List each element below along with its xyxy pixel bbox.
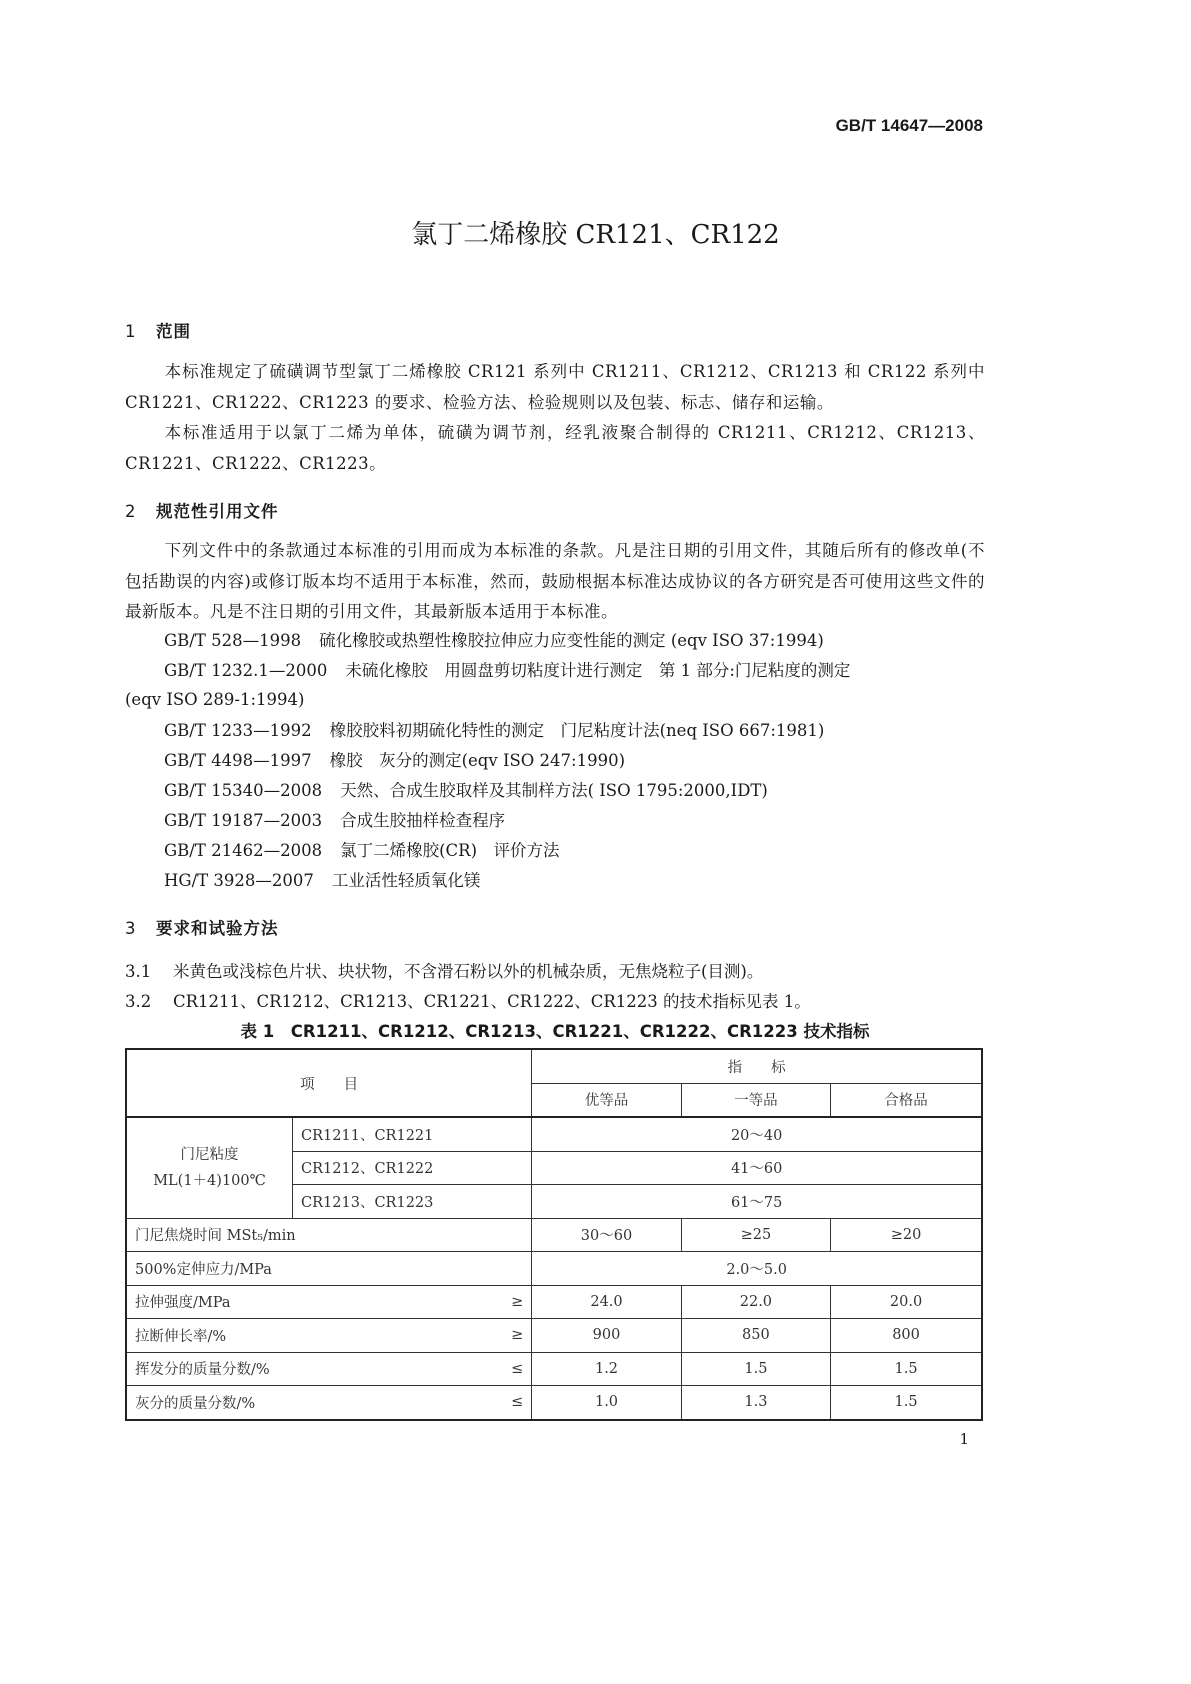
reference-item (164, 836, 560, 866)
section-number: 1 (125, 322, 137, 341)
reference-code: GB/T 4498—1997 (164, 751, 312, 770)
comparison-symbol: ≤ (503, 1352, 532, 1386)
scope-paragraph-1: 本标准规定了硫磺调节型氯丁二烯橡胶 CR121 系列中 CR1211、CR1212、CR1213 和 CR122 系列中 CR1221、CR1222、CR1223 的要求、检验方法、检验规则以及包装、标志、储存和运输。 (125, 362, 985, 412)
reference-item (164, 776, 768, 806)
section-2-heading (125, 498, 279, 522)
value: 1.5 (681, 1352, 830, 1386)
section-3-heading (125, 915, 279, 939)
reference-title: 硫化橡胶或热塑性橡胶拉伸应力应变性能的测定 (eqv ISO 37:1994) (319, 631, 824, 650)
reference-code: GB/T 528—1998 (164, 631, 302, 650)
reference-title: 橡胶 灰分的测定(eqv ISO 247:1990) (329, 751, 626, 770)
item-label: 拉断伸长率/% (126, 1319, 503, 1353)
section-title: 要求和试验方法 (156, 919, 279, 938)
reference-item (164, 746, 625, 776)
comparison-symbol: ≥ (503, 1319, 532, 1353)
reference-code: GB/T 19187—2003 (164, 811, 323, 830)
mooney-label (126, 1117, 293, 1218)
item-label: 拉伸强度/MPa (126, 1285, 503, 1319)
mooney-title: 门尼粘度 (180, 1146, 239, 1163)
comparison-symbol: ≥ (503, 1285, 532, 1319)
reference-title: 未硫化橡胶 用圆盘剪切粘度计进行测定 第 1 部分:门尼粘度的测定 (345, 661, 851, 680)
header-grade: 合格品 (831, 1083, 982, 1117)
item-label: 挥发分的质量分数/% (126, 1352, 503, 1386)
scope-paragraph-2: 本标准适用于以氯丁二烯为单体，硫磺为调节剂，经乳液聚合制得的 CR1211、CR1212、CR1213、CR1221、CR1222、CR1223。 (125, 423, 985, 473)
value: 1.5 (831, 1352, 982, 1386)
value: 20.0 (831, 1285, 982, 1319)
header-index: 指 标 (532, 1049, 982, 1083)
value: 1.0 (532, 1386, 681, 1420)
clause-number: 3.2 (125, 992, 152, 1011)
table-header-row (126, 1049, 982, 1083)
table-row (126, 1319, 982, 1353)
header-item: 项 目 (126, 1049, 532, 1117)
value: 61～75 (532, 1185, 982, 1219)
reference-title: 橡胶胶料初期硫化特性的测定 门尼粘度计法(neq ISO 667:1981) (329, 721, 825, 740)
reference-title: 工业活性轻质氧化镁 (331, 871, 481, 890)
header-grade: 一等品 (681, 1083, 830, 1117)
item-label: 500%定伸应力/MPa (126, 1252, 532, 1286)
value: ≥20 (831, 1218, 982, 1252)
section-number: 3 (125, 919, 137, 938)
clause-number: 3.1 (125, 962, 152, 981)
section-title: 规范性引用文件 (156, 502, 279, 521)
table-row (126, 1386, 982, 1420)
value: 41～60 (532, 1151, 982, 1185)
references-intro: 下列文件中的条款通过本标准的引用而成为本标准的条款。凡是注日期的引用文件，其随后所有的修改单(不包括勘误的内容)或修订版本均不适用于本标准，然而，鼓励根据本标准达成协议的各方研究是否可使用这些文件的最新版本。凡是不注日期的引用文件，其最新版本适用于本标准。 (125, 541, 985, 621)
section-title: 范围 (156, 322, 191, 341)
value: ≥25 (681, 1218, 830, 1252)
value: 1.5 (831, 1386, 982, 1420)
section-1-heading (125, 318, 191, 342)
reference-item (164, 716, 824, 746)
value: 1.3 (681, 1386, 830, 1420)
value: 900 (532, 1319, 681, 1353)
reference-item (164, 656, 850, 686)
reference-title: 天然、合成生胶取样及其制样方法( ISO 1795:2000,IDT) (340, 781, 768, 800)
reference-continuation: (eqv ISO 289-1:1994) (125, 690, 305, 709)
value: 22.0 (681, 1285, 830, 1319)
page-number: 1 (959, 1430, 969, 1448)
item-label: 门尼焦烧时间 MSt₅/min (126, 1218, 532, 1252)
document-title: 氯丁二烯橡胶 CR121、CR122 (411, 220, 780, 250)
reference-title: 合成生胶抽样检查程序 (340, 811, 506, 830)
item-label: 灰分的质量分数/% (126, 1386, 503, 1420)
value: 850 (681, 1319, 830, 1353)
clause-3-2 (125, 988, 811, 1012)
grade-names: CR1211、CR1221 (293, 1117, 532, 1151)
grade-names: CR1212、CR1222 (293, 1151, 532, 1185)
value: 20～40 (532, 1117, 982, 1151)
clause-text: 米黄色或浅棕色片状、块状物，不含滑石粉以外的机械杂质，无焦烧粒子(目测)。 (173, 962, 764, 981)
technical-specs-table (125, 1048, 983, 1421)
standard-number: GB/T 14647—2008 (835, 116, 983, 135)
mooney-condition: ML(1＋4)100℃ (153, 1172, 266, 1189)
section-number: 2 (125, 502, 137, 521)
value: 1.2 (532, 1352, 681, 1386)
value: 24.0 (532, 1285, 681, 1319)
reference-code: GB/T 15340—2008 (164, 781, 323, 800)
value: 2.0～5.0 (532, 1252, 982, 1286)
reference-item (164, 806, 505, 836)
table-row (126, 1117, 982, 1151)
reference-title: 氯丁二烯橡胶(CR) 评价方法 (340, 841, 560, 860)
comparison-symbol: ≤ (503, 1386, 532, 1420)
table-caption: 表 1 CR1211、CR1212、CR1213、CR1221、CR1222、CR1223 技术指标 (240, 1022, 870, 1041)
reference-item (164, 626, 824, 656)
reference-code: GB/T 1233—1992 (164, 721, 312, 740)
value: 800 (831, 1319, 982, 1353)
table-row (126, 1352, 982, 1386)
clause-3-1 (125, 958, 763, 982)
reference-code: GB/T 21462—2008 (164, 841, 323, 860)
grade-names: CR1213、CR1223 (293, 1185, 532, 1219)
table-row (126, 1285, 982, 1319)
table-row (126, 1218, 982, 1252)
reference-code: HG/T 3928—2007 (164, 871, 314, 890)
reference-code: GB/T 1232.1—2000 (164, 661, 328, 680)
value: 30～60 (532, 1218, 681, 1252)
clause-text: CR1211、CR1212、CR1213、CR1221、CR1222、CR1223 的技术指标见表 1。 (173, 992, 811, 1011)
table-row (126, 1252, 982, 1286)
header-grade: 优等品 (532, 1083, 681, 1117)
reference-item (164, 866, 480, 896)
